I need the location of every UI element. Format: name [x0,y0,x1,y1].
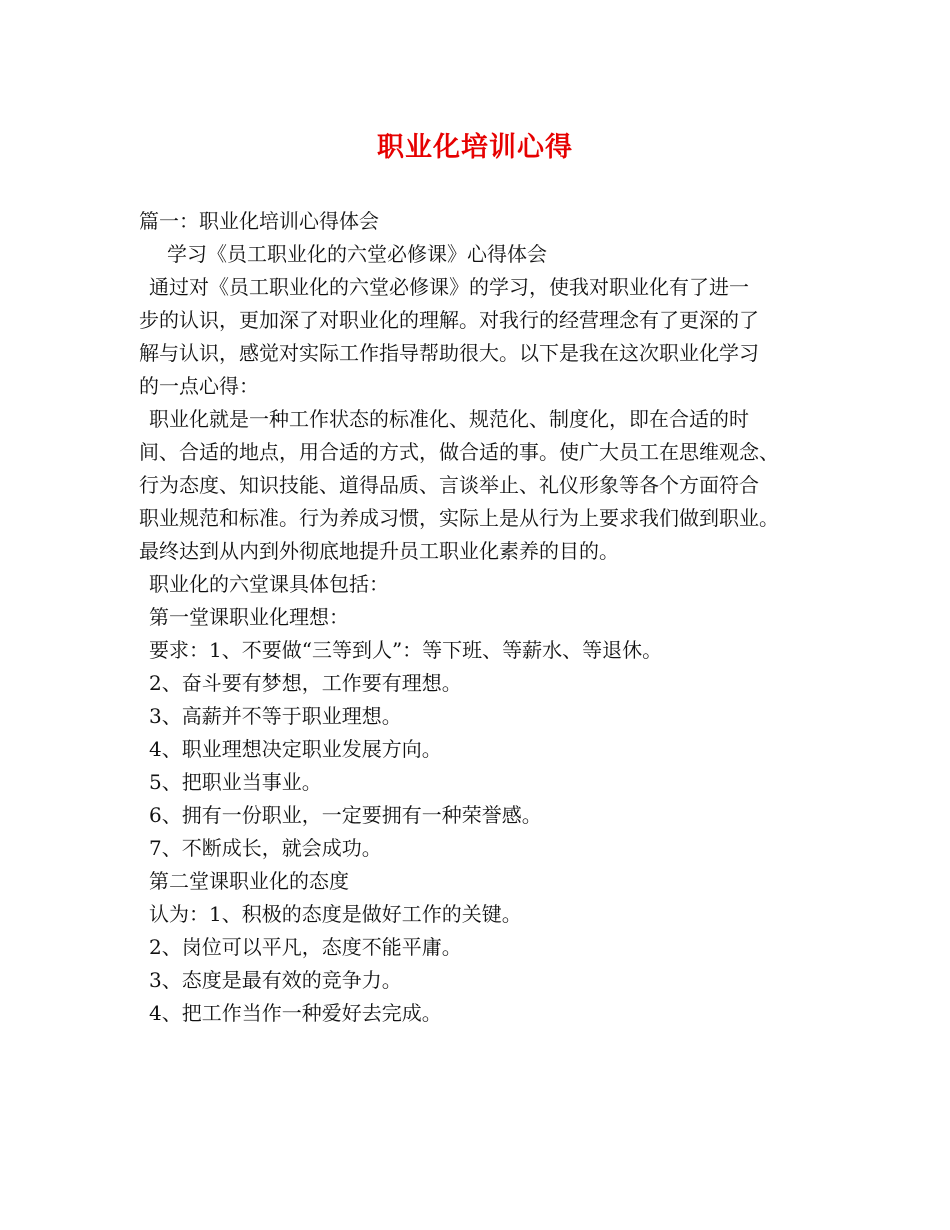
paragraph-line: 要求：1、不要做“三等到人”：等下班、等薪水、等退休。 [149,638,663,662]
paragraph-line: 3、态度是最有效的竞争力。 [149,968,402,992]
paragraph-line: 3、高薪并不等于职业理想。 [149,704,402,728]
paragraph-line: 2、岗位可以平凡，态度不能平庸。 [149,935,462,959]
paragraph-line: 篇一：职业化培训心得体会 [139,209,379,233]
document-title: 职业化培训心得 [377,132,573,163]
paragraph-line: 7、不断成长，就会成功。 [149,836,382,860]
paragraph-line: 6、拥有一份职业，一定要拥有一种荣誉感。 [149,803,542,827]
paragraph-line: 解与认识，感觉对实际工作指导帮助很大。以下是我在这次职业化学习 [139,341,759,365]
paragraph-line: 的一点心得： [139,374,259,398]
paragraph-line: 学习《员工职业化的六堂必修课》心得体会 [167,242,547,266]
paragraph-line: 行为态度、知识技能、道得品质、言谈举止、礼仪形象等各个方面符合 [139,473,759,497]
paragraph-line: 认为：1、积极的态度是做好工作的关键。 [149,902,522,926]
paragraph-line: 通过对《员工职业化的六堂必修课》的学习，使我对职业化有了进一 [149,275,749,299]
document-body [139,205,819,1030]
paragraph-line: 2、奋斗要有梦想，工作要有理想。 [149,671,462,695]
paragraph-line: 步的认识，更加深了对职业化的理解。对我行的经营理念有了更深的了 [139,308,759,332]
paragraph-line: 第二堂课职业化的态度 [149,869,349,893]
paragraph-line: 职业化的六堂课具体包括： [149,572,389,596]
paragraph-line: 间、合适的地点，用合适的方式，做合适的事。使广大员工在思维观念、 [139,440,779,464]
paragraph-line: 4、把工作当作一种爱好去完成。 [149,1001,442,1025]
paragraph-line: 5、把职业当事业。 [149,770,322,794]
paragraph-line: 第一堂课职业化理想： [149,605,349,629]
paragraph-line: 职业规范和标准。行为养成习惯，实际上是从行为上要求我们做到职业。 [139,506,779,530]
paragraph-line: 职业化就是一种工作状态的标准化、规范化、制度化，即在合适的时 [149,407,749,431]
paragraph-line: 4、职业理想决定职业发展方向。 [149,737,442,761]
paragraph-line: 最终达到从内到外彻底地提升员工职业化素养的目的。 [139,539,619,563]
